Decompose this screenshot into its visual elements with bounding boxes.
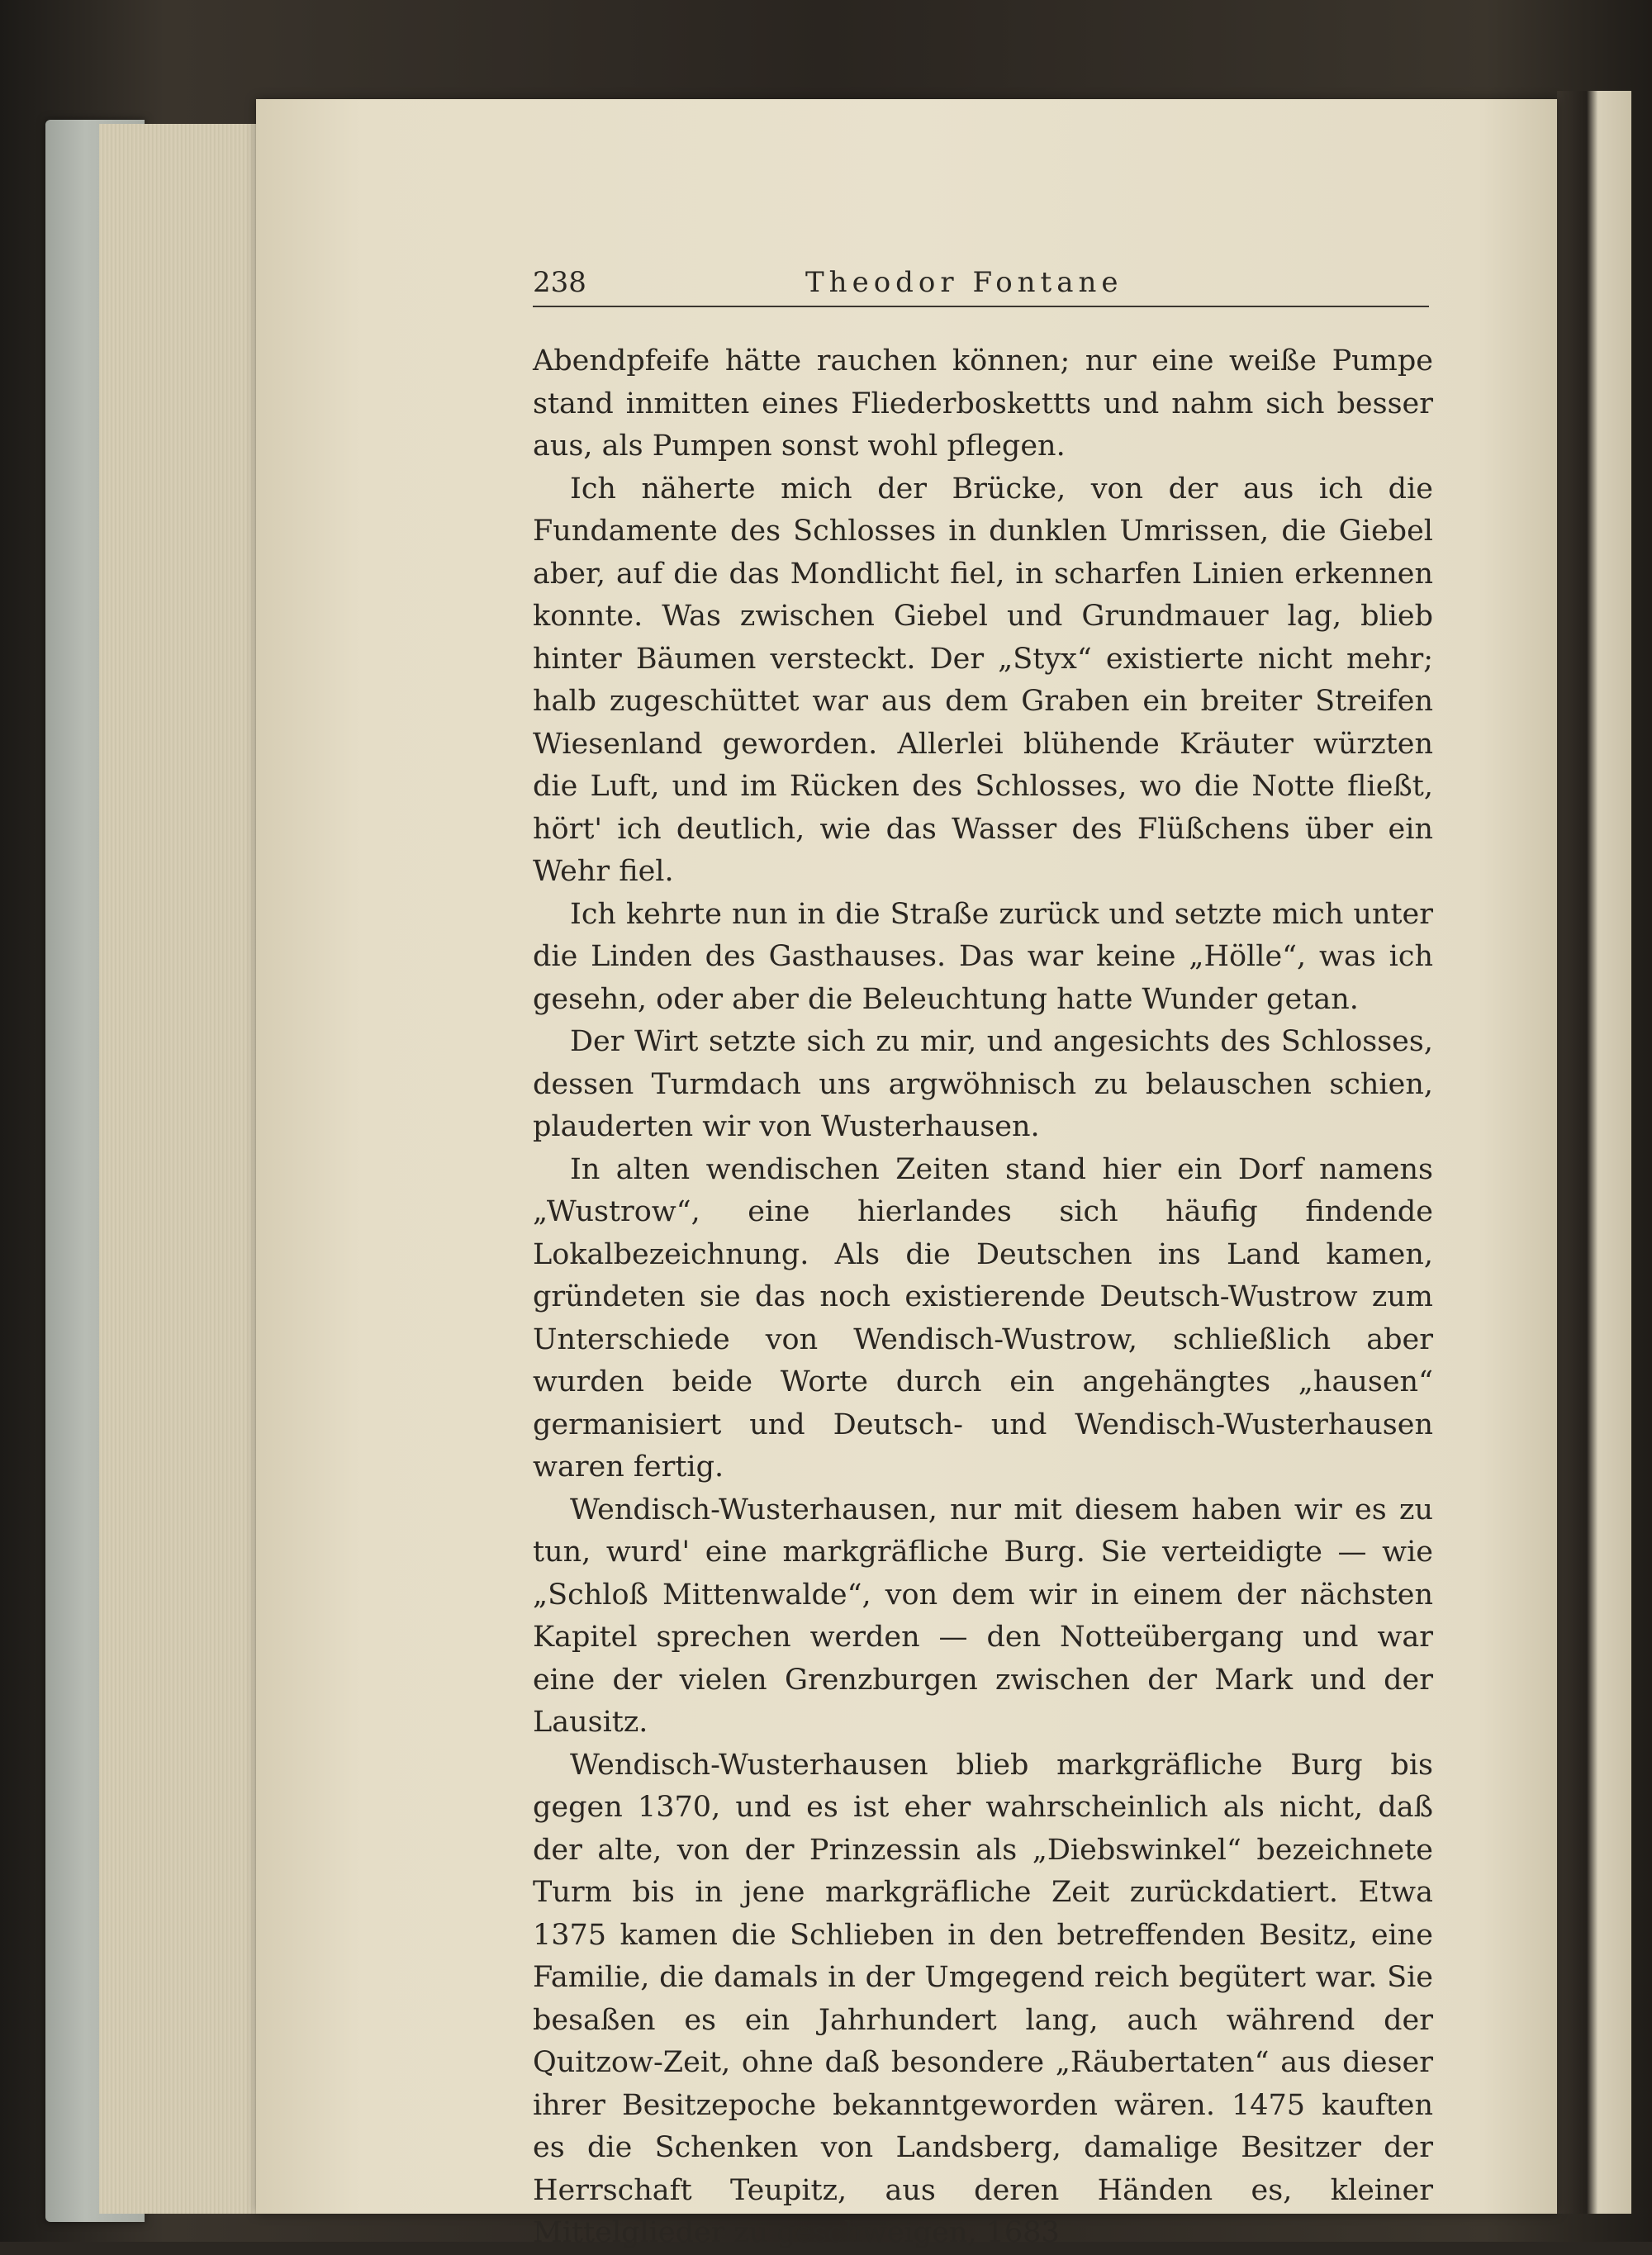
page-body	[533, 340, 1433, 2255]
page-header	[533, 266, 1429, 307]
paragraph: Wendisch-Wusterhausen, nur mit diesem haben wir es zu tun, wurd' eine markgräfliche Burg. Sie verteidigte — wie „Schloß Mittenwalde“, von dem wir in einem der nächsten Kapitel sprechen werden — den Notteübergang und war eine der vielen Grenzburgen zwischen der Mark und der Lausitz.	[533, 1493, 1433, 1739]
page-stack-edge	[99, 124, 273, 2214]
paragraph: Ich näherte mich der Brücke, von der aus ich die Fundamente des Schlosses in dunklen Umrissen, die Giebel aber, auf die das Mondlicht fiel, in scharfen Linien erkennen konnte. Was zwischen Giebel und Grundmauer lag, blieb hinter Bäumen versteckt. Der „Styx“ existierte nicht mehr; halb zugeschüttet war aus dem Graben ein breiter Streifen Wiesenland geworden. Allerlei blühende Kräuter würzten die Luft, und im Rücken des Schlosses, wo die Notte fließt, hört' ich deutlich, wie das Wasser des Flüßchens über ein Wehr fiel.	[533, 472, 1433, 888]
paragraph: Ich kehrte nun in die Straße zurück und setzte mich unter die Linden des Gasthauses. Das war keine „Hölle“, was ich gesehn, oder aber die Beleuchtung hatte Wunder getan.	[533, 897, 1433, 1016]
running-title: Theodor Fontane	[805, 266, 1123, 299]
paragraph: Der Wirt setzte sich zu mir, und angesichts des Schlosses, dessen Turmdach uns argwöhnisch zu belauschen schien, plauderten wir von Wusterhausen.	[533, 1025, 1433, 1143]
page-number: 238	[533, 266, 586, 299]
paragraph: Wendisch-Wusterhausen blieb markgräfliche Burg bis gegen 1370, und es ist eher wahrscheinlich als nicht, daß der alte, von der Prinzessin als „Diebswinkel“ bezeichnete Turm bis in jene markgräfliche Zeit zurückdatiert. Etwa 1375 kamen die Schlieben in den betreffenden Besitz, eine Familie, die damals in der Umgegend reich begütert war. Sie besaßen es ein Jahrhundert lang, auch während der Quitzow-Zeit, ohne daß besondere „Räubertaten“ aus dieser ihrer Besitzepoche bekanntgeworden wären. 1475 kauften es die Schenken von Landsberg, damalige Besitzer der Herrschaft Teupitz, aus deren Händen es, kleiner Mittelglieder zu geschweigen, 1683	[533, 1748, 1433, 2249]
next-page-edge	[1557, 91, 1631, 2214]
paragraph: Abendpfeife hätte rauchen können; nur eine weiße Pumpe stand inmitten eines Fliederboskettts und nahm sich besser aus, als Pumpen sonst wohl pflegen.	[533, 344, 1433, 463]
paragraph: In alten wendischen Zeiten stand hier ein Dorf namens „Wustrow“, eine hierlandes sich häufig findende Lokalbezeichnung. Als die Deutschen ins Land kamen, gründeten sie das noch existierende Deutsch-Wustrow zum Unterschiede von Wendisch-Wustrow, schließlich aber wurden beide Worte durch ein angehängtes „hausen“ germanisiert und Deutsch- und Wendisch-Wusterhausen waren fertig.	[533, 1152, 1433, 1484]
